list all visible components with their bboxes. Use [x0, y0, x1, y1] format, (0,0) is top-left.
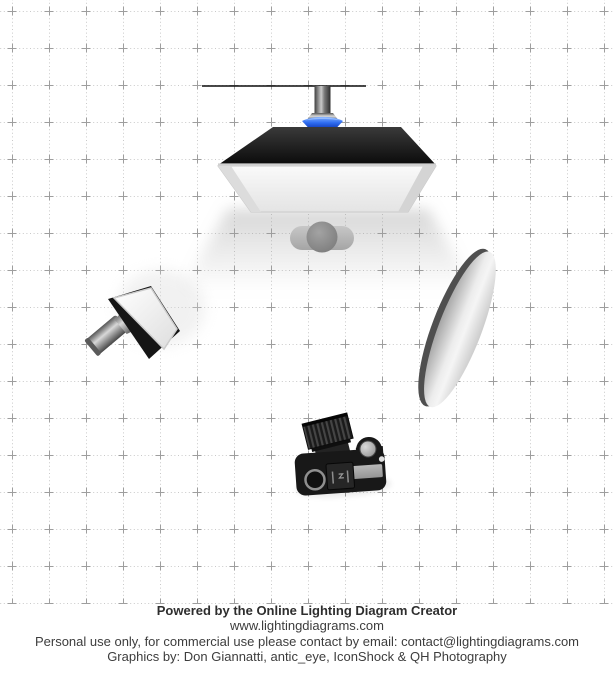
footer-url: www.lightingdiagrams.com	[230, 618, 384, 634]
viewfinder-eyepiece	[305, 470, 325, 490]
mount-pole	[315, 86, 331, 113]
footer-license: Personal use only, for commercial use please contact by email: contact@lightingdiagrams.com	[34, 633, 580, 649]
person-head	[307, 222, 338, 253]
mode-dial	[359, 440, 376, 457]
footer-credits	[0, 603, 614, 665]
footer-graphics-credits: Graphics by: Don Giannatti, antic_eye, IconShock & QH Photography	[107, 649, 507, 665]
footer-title: Powered by the Online Lighting Diagram Creator	[156, 603, 458, 618]
